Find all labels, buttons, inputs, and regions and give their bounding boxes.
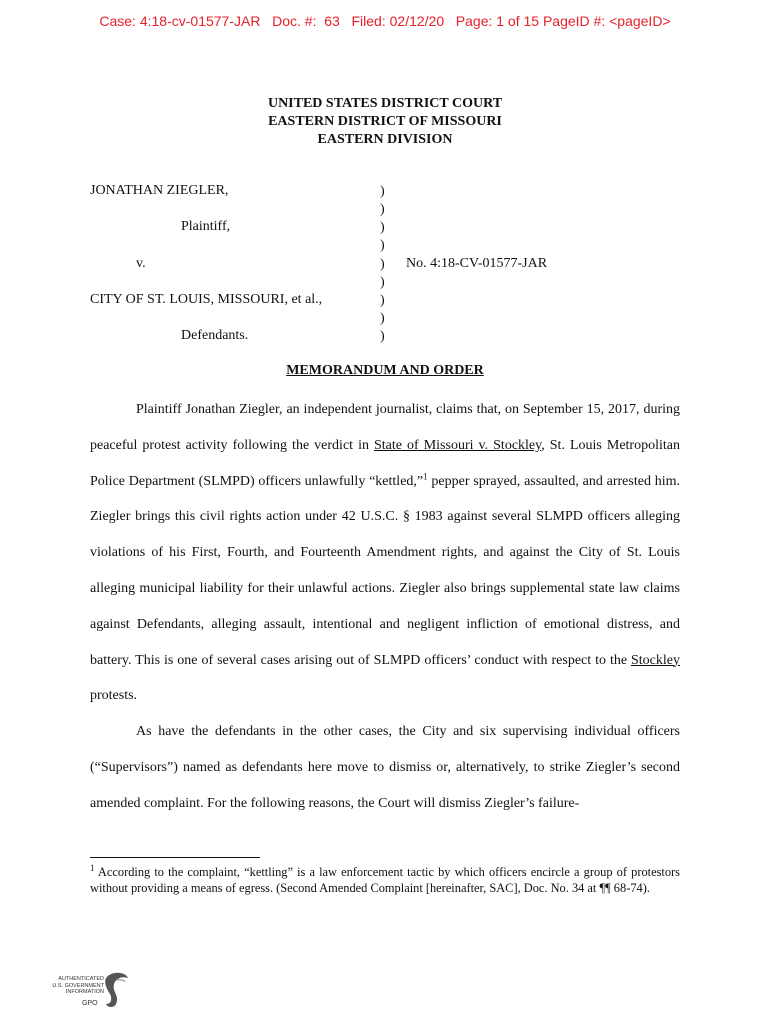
caption-paren: ) — [380, 238, 385, 253]
case-citation-short: Stockley — [631, 652, 680, 668]
paragraph-1-text: pepper sprayed, assaulted, and arrested him. Ziegler brings this civil rights action under 42 U.S.C. § 1983 against several SLMPD officers alleging violations of his First, Fourth, and Fourteenth Amendment rights, and against the City of St. Louis alleging municipal liability for their unlawful actions. Ziegler also brings supplemental state law claims against Defendants, alleging assault, intentional and negligent infliction of emotional distress, and battery. This is one of several cases arising out of SLMPD officers’ conduct with respect to the — [90, 473, 680, 668]
opinion-body — [90, 392, 680, 822]
caption-paren: ) — [380, 202, 385, 217]
footnote-1 — [90, 864, 680, 896]
caption-paren: ) — [380, 329, 385, 344]
court-name: UNITED STATES DISTRICT COURT — [267, 96, 503, 111]
caption-paren: ) — [380, 257, 385, 272]
case-caption — [90, 183, 690, 348]
footnote-reference: 1 — [423, 470, 428, 481]
gpo-logo-line: AUTHENTICATED — [58, 976, 104, 982]
plaintiff-role: Plaintiff, — [181, 219, 231, 234]
paragraph-1-text: Plaintiff Jonathan Ziegler, an independent journalist, claims that, on September 15, 2017, during peaceful protest activity following the verdict in — [90, 402, 680, 453]
paragraph-1-text: , St. Louis Metropolitan Police Department (SLMPD) officers unlawfully “kettled,” — [90, 437, 680, 489]
paragraph-1-text: protests. — [90, 688, 138, 704]
gpo-authentication-logo — [42, 970, 132, 1014]
plaintiff-name: JONATHAN ZIEGLER, — [90, 183, 229, 198]
gpo-logo-line: INFORMATION — [65, 989, 104, 995]
footnote-divider — [90, 857, 260, 858]
caption-paren: ) — [380, 275, 385, 290]
ecf-header-stamp: Case: 4:18-cv-01577-JAR Doc. #: 63 Filed: 02/12/20 Page: 1 of 15 PageID #: <pageID> — [99, 13, 671, 29]
defendant-role: Defendants. — [181, 328, 249, 343]
court-heading — [0, 95, 770, 149]
paragraph-2: As have the defendants in the other cases, the City and six supervising individual officers (“Supervisors”) named as defendants here move to dismiss or, alternatively, to strike Ziegler’s second amended complaint. For the following reasons, the Court will dismiss Ziegler’s failure- — [90, 724, 680, 811]
caption-paren: ) — [380, 311, 385, 326]
court-division: EASTERN DIVISION — [317, 132, 453, 147]
caption-paren: ) — [380, 293, 385, 308]
footnote-text: According to the complaint, “kettling” is a law enforcement tactic by which officers encircle a group of protestors without providing a means of egress. (Second Amended Complaint [hereinafter, SAC], Doc. No. 34 at ¶¶ 68-74). — [90, 865, 680, 895]
court-district: EASTERN DISTRICT OF MISSOURI — [268, 114, 502, 129]
gpo-logo-line: U.S. GOVERNMENT — [52, 982, 104, 989]
gpo-logo-text — [42, 976, 104, 996]
document-title: MEMORANDUM AND ORDER — [286, 363, 484, 378]
paragraph-1 — [90, 392, 680, 714]
footnote-marker: 1 — [90, 862, 95, 873]
defendant-name: CITY OF ST. LOUIS, MISSOURI, et al., — [90, 292, 323, 307]
gpo-abbr: GPO — [82, 1000, 98, 1007]
case-citation: State of Missouri v. Stockley — [374, 437, 542, 453]
caption-paren: ) — [380, 184, 385, 199]
eagle-icon — [102, 970, 130, 1010]
case-number: No. 4:18-CV-01577-JAR — [406, 256, 548, 271]
versus: v. — [136, 256, 146, 271]
caption-paren: ) — [380, 220, 385, 235]
